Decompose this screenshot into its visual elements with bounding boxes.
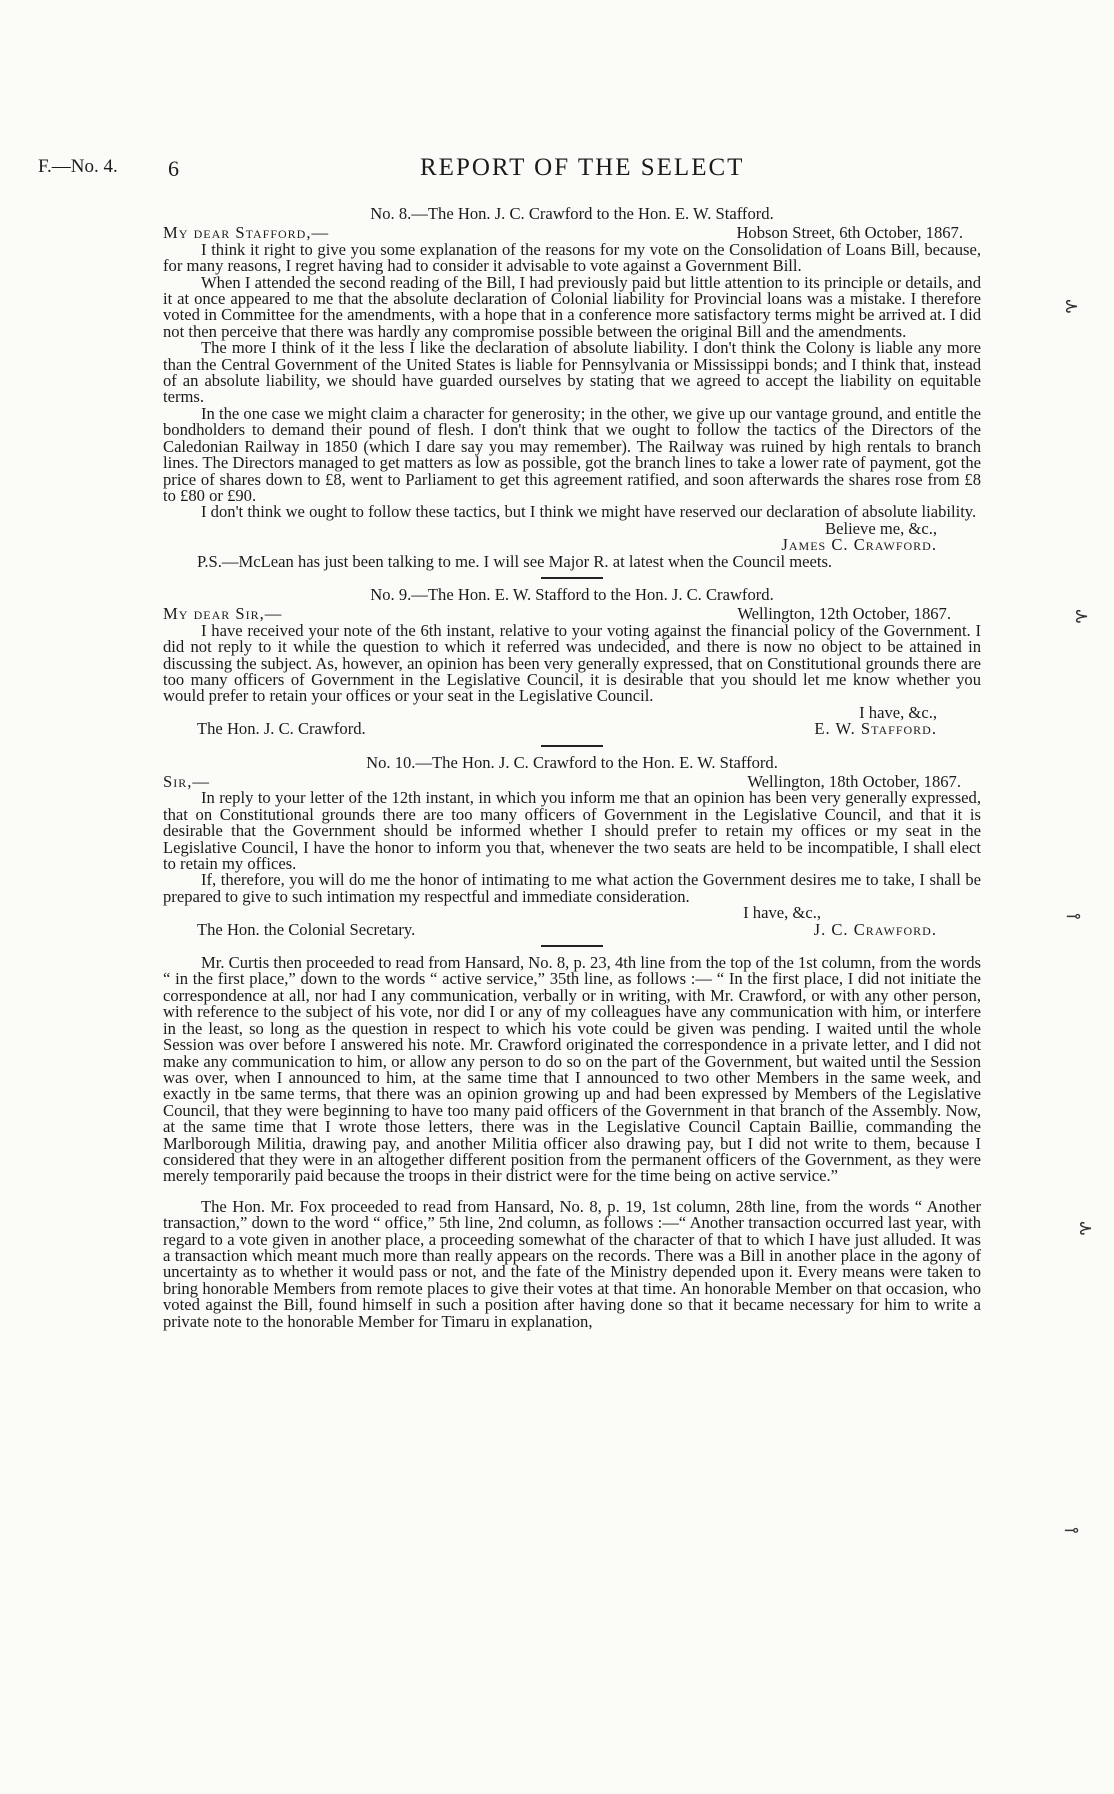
narrative-fox-reading: The Hon. Mr. Fox proceeded to read from Hansard, No. 8, p. 19, 1st column, 28th line, from the words “ Another transaction,” down to the word “ office,” 5th line, 2nd column, as follows :—“ Another transaction occurred last year, with regard to a vote given in another place, a proceeding somewhat of the character of that to which I have just alluded. It was a transaction which meant much more than really appears on the records. There was a Bill in another place in the agony of uncertainty as to whether it would pass or not, and the fate of the Ministry depended upon it. Every means were taken to bring honorable Members from remote places to give their votes at that time. An honorable Member on that occasion, who voted against the Bill, found himself in such a position after having done so that it became necessary for him to write a private note to the honorable Member for Timaru in explanation, <box>163 1196 981 1331</box>
salutation: My dear Sir,— <box>163 604 283 624</box>
page-header <box>0 150 1114 190</box>
running-title: REPORT OF THE SELECT <box>420 154 745 181</box>
margin-mark-icon: ⊸ <box>1064 1520 1080 1540</box>
paragraph: In the one case we might claim a character for generosity; in the other, we give up our vantage ground, and entitle the bondholders to demand their pound of flesh. I don't think that we ought to follow the tactics of the Directors of the Caledonian Railway in 1850 (which I dare say you may remember). The Railway was ruined by high rentals to branch lines. The Directors managed to get matters as low as possible, got the branch lines to take a lower rate of payment, got the price of shares down to £8, went to Parliament to get this agreement ratified, and soon afterwards the shares rose from £8 to £80 or £90. <box>163 403 981 505</box>
margin-mark-icon: ⊱ <box>1078 1218 1094 1238</box>
salutation: My dear Stafford,— <box>163 223 330 243</box>
closing: Believe me, &c., <box>825 518 937 538</box>
letter-no-8 <box>163 206 981 570</box>
document-id: F.—No. 4. <box>38 156 118 177</box>
section-divider <box>541 945 603 947</box>
letter-title: No. 10.—The Hon. J. C. Crawford to the Hon. E. W. Stafford. <box>366 752 778 772</box>
margin-mark-icon: ⊸ <box>1066 906 1082 926</box>
page-number: 6 <box>168 156 179 181</box>
margin-mark-icon: ⊱ <box>1074 606 1090 626</box>
paragraph: In reply to your letter of the 12th instant, in which you inform me that an opinion has been very generally expressed, that on Constitutional grounds there are too many officers of Government in the Legislative Council, and that it is desirable that the Government should be informed whether I should prefer to retain my offices or my seat in the Legislative Council, I have the honor to inform you that, whenever the two seats are held to be incompatible, I shall elect to retain my offices. <box>163 788 981 874</box>
addressee: The Hon. J. C. Crawford. <box>197 719 366 739</box>
letter-title: No. 8.—The Hon. J. C. Crawford to the Hon. E. W. Stafford. <box>370 204 774 223</box>
letter-no-10 <box>163 752 981 939</box>
paragraph: The more I think of it the less I like the declaration of absolute liability. I don't think the Colony is liable any more than the Central Government of the United States is liable for Pennsylvania or Mississippi bonds; and I think that, instead of an absolute liability, we should have guarded ourselves by stating that we agreed to accept the liability on equitable terms. <box>163 338 981 407</box>
closing: I have, &c., <box>743 903 821 923</box>
paragraph: I have received your note of the 6th instant, relative to your voting against the financial policy of the Government. I did not reply to it while the question to which it referred was undecided, and there is now no object to be attained in discussing the subject. As, however, an opinion has been very generally expressed, that on Constitutional grounds there are too many officers of Government in the Legislative Council, it is desirable that you should let me know whether you would prefer to retain your offices or your seat in the Legislative Council. <box>163 620 981 706</box>
letter-title: No. 9.—The Hon. E. W. Stafford to the Hon. J. C. Crawford. <box>370 584 774 604</box>
letter-address: Hobson Street, 6th October, 1867. <box>736 223 963 243</box>
postscript: P.S.—McLean has just been talking to me. I will see Major R. at latest when the Council meets. <box>197 551 833 571</box>
signature: James C. Crawford. <box>781 535 937 555</box>
section-divider <box>541 577 603 579</box>
salutation: Sir,— <box>163 772 210 791</box>
signature: J. C. Crawford. <box>813 919 937 939</box>
paragraph: I don't think we ought to follow these tactics, but I think we might have reserved our declaration of absolute liability. <box>201 502 977 522</box>
narrative-curtis-reading: Mr. Curtis then proceeded to read from Hansard, No. 8, p. 23, 4th line from the top of the 1st column, from the words “ in the first place,” down to the words “ active service,” 35th line, as follows :— “ In the first place, I did not initiate the correspondence at all, nor had I any communication, verbally or in writing, with Mr. Crawford, or with any other person, with reference to the subject of his vote, nor did I or any of my colleagues have any communication with him, or interfere in the least, so long as the question in respect to which his vote could be given was pending. I waited until the whole Session was over before I answered his note. Mr. Crawford originated the correspondence in a private letter, and I did not make any communication to him, or allow any person to do so on the part of the Government, but waited until the Session was over, when I announced to him, at the same time that I announced to two other Members in the same week, and exactly in tbe same terms, that there was an opinion growing up and had been expressed by Members of the Legislative Council, that they were beginning to have too many paid officers of the Government in that branch of the Assembly. Now, at the same time that I wrote those letters, there was in the Legislative Council Captain Baillie, commanding the Marlborough Militia, drawing pay, and another Militia officer also drawing pay, but I did not write to them, because I considered that they were in an altogether different position from the permanent officers of the Government, as they were merely temporarily paid because the troops in their district were for the time being on active service.” <box>163 953 981 1186</box>
letter-address: Wellington, 12th October, 1867. <box>737 604 951 624</box>
paragraph: I think it right to give you some explanation of the reasons for my vote on the Consolidation of Loans Bill, because, for many reasons, I regret having had to consider it advisable to vote against a Government Bill. <box>163 239 981 276</box>
addressee: The Hon. the Colonial Secretary. <box>197 919 416 939</box>
section-divider <box>541 745 603 747</box>
letter-no-9 <box>163 584 981 739</box>
paragraph: If, therefore, you will do me the honor of intimating to me what action the Government desires me to take, I shall be prepared to give to such intimation my respectful and immediate consideration. <box>163 870 981 906</box>
signature: E. W. Stafford. <box>814 719 937 739</box>
margin-mark-icon: ⊱ <box>1064 296 1080 316</box>
closing: I have, &c., <box>859 702 937 722</box>
paragraph: When I attended the second reading of the Bill, I had previously paid but little attention to its principle or details, and it at once appeared to me that the absolute declaration of Colonial liability for Provincial loans was a mistake. I therefore voted in Committee for the amendments, with a hope that in a conference more satisfactory terms might be arrived at. I did not then perceive that there was hardly any compromise possible between the original Bill and the amendments. <box>163 272 981 341</box>
page-body <box>163 206 981 1330</box>
letter-address: Wellington, 18th October, 1867. <box>747 772 961 791</box>
